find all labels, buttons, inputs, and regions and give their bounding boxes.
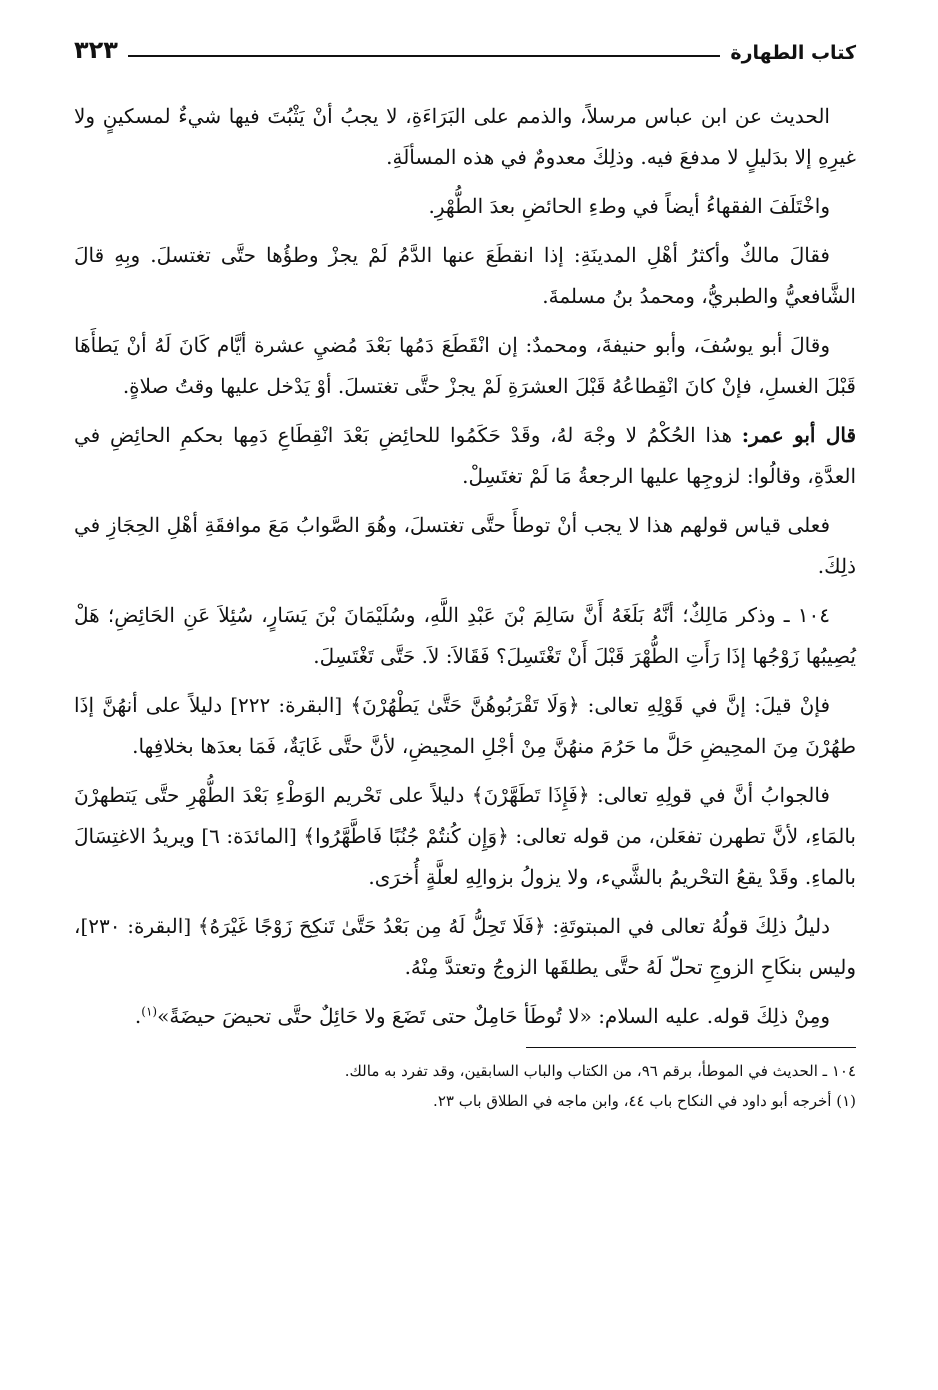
paragraph: دليلُ ذلِكَ قولُهُ تعالى في المبتوتَةِ: ﴿فَلَا تَحِلُّ لَهُ مِن بَعْدُ حَتَّىٰ تَنكِحَ زَوْجًا غَيْرَهُ﴾ [البقرة: ٢٣٠]، وليس بنكَاحِ الزوجِ تحلّ لَهُ حتَّى يطلقَها الزوجُ وتعتدَّ مِنْهُ. bbox=[74, 914, 856, 979]
main-text bbox=[74, 96, 856, 1037]
paragraph: فعلى قياس قولهم هذا لا يجب أنْ توطأَ حتَّى تغتسلَ، وهُوَ الصَّوابُ مَعَ موافقَةِ أهْلِ الحِجَازِ في ذلِكَ. bbox=[74, 513, 856, 578]
paragraph: واخْتَلَفَ الفقهاءُ أيضاً في وطءِ الحائضِ بعدَ الطُّهْرِ. bbox=[428, 194, 830, 218]
paragraph: فإنْ قيلَ: إنَّ في قَوْلِهِ تعالى: ﴿وَلَا تَقْرَبُوهُنَّ حَتَّىٰ يَطْهُرْنَ﴾ [البقرة: ٢٢٢] دليلاً على أنهُنَّ إذَا طهُرْنَ مِنَ المحِيضِ حَلَّ ما حَرُمَ منهُنَّ مِنْ أجْلِ المحِيضِ، لأنَّ حتَّى غَايَةٌ، فَمَا بعدَها بخلافِها. bbox=[74, 693, 856, 758]
hadith-paragraph: ١٠٤ ـ وذكر مَالِكٌ؛ أنَّهُ بَلَغَهُ أَنَّ سَالِمَ بْنَ عَبْدِ اللَّهِ، وسُلَيْمَانَ بْنَ يَسَارٍ، سُئِلاَ عَنِ الحَائِضِ؛ هَلْ يُصِيبُها زَوْجُها إذَا رَأَتِ الطُّهْرَ قَبْلَ أَنْ تَغْتَسِلَ؟ فَقَالاَ: لاَ. حَتَّى تَغْتَسِلَ. bbox=[74, 603, 856, 668]
page-number: ٣٢٣ bbox=[74, 36, 118, 64]
paragraph: قال أبو عمر: هذا الحُكْمُ لا وجْهَ لهُ، وقَدْ حَكَمُوا للحائِضِ بَعْدَ انْقِطَاعِ دَمِها بحكمِ الحائِضِ في العدَّةِ، وقالُوا: لزوجِها عليها الرجعةُ مَا لَمْ تغتَسِلْ. bbox=[74, 423, 857, 488]
paragraph: ومِنْ ذلِكَ قوله. عليه السلام: «لا تُوطَأ حَامِلٌ حتى تَضَعَ ولا حَائِلٌ حتَّى تحيضَ حيضَةً»$^{(١)}$. bbox=[134, 1004, 830, 1028]
paragraph: وقالَ أبو يوسُفَ، وأبو حنيفةَ، ومحمدٌ: إن انْقَطَعَ دَمُها بَعْدَ مُضيِ عشرة أيَّام كَانَ لَهُ أنْ يَطأَهَا قَبْلَ الغسلِ، فإنْ كانَ انْقِطاعُهُ قَبْلَ العشرَةِ لَمْ يجزْ حتَّى تغتسلَ. أوْ يَدْخل عليها وقتُ صلاةٍ. bbox=[74, 333, 856, 398]
paragraph: الحديث عن ابن عباس مرسلاً، والذمم على البَرَاءَةِ، لا يجبُ أنْ يَثْبُتَ فيها شيءٌ لمسكينٍ ولا غيرِهِ إلا بدَليلٍ لا مدفعَ فيه. وذلِكَ معدومٌ في هذه المسألَةِ. bbox=[74, 104, 856, 169]
footnotes bbox=[74, 1056, 856, 1116]
footnote-reference[interactable]: (١) bbox=[141, 1004, 158, 1019]
footnote-separator bbox=[526, 1047, 856, 1048]
paragraph: فقالَ مالكٌ وأكثرُ أهْلِ المدينَةِ: إذا انقطَعَ عنها الدَّمُ لَمْ يجزْ وطؤُها حتَّى تغتسلَ. وبِهِ قالَ الشَّافعيُّ والطبريُّ، ومحمدُ بنُ مسلمةَ. bbox=[74, 243, 856, 308]
footnote: (١) أخرجه أبو داود في النكاح باب ٤٤، وابن ماجه في الطلاق باب ٢٣. bbox=[433, 1092, 856, 1110]
footnote: ١٠٤ ـ الحديث في الموطأ، برقم ٩٦، من الكتاب والباب السابقين، وقد تفرد به مالك. bbox=[344, 1062, 856, 1080]
paragraph: فالجوابُ أنَّ في قولِهِ تعالى: ﴿فَإِذَا تَطَهَّرْنَ﴾ دليلاً على تَحْريم الوَطْءِ بَعْدَ الطُّهْرِ حتَّى يَتطهرْنَ بالمَاءِ، لأنَّ تطهرن تفعَلن، من قوله تعالى: ﴿وَإِن كُنتُمْ جُنُبًا فَاطَّهَّرُوا﴾ [المائدَة: ٦] ويريدُ الاغتِسَالَ بالماءِ. وقَدْ يقعُ التحْريمُ بالشَّيء، ولا يزولُ بزوالِهِ لعلَّةٍ أُخرَى. bbox=[74, 783, 856, 889]
book-title: كتاب الطهارة bbox=[730, 42, 856, 64]
header-rule bbox=[128, 55, 720, 57]
running-header bbox=[74, 30, 856, 64]
abu-umar-label: قال أبو عمر: bbox=[741, 423, 857, 447]
